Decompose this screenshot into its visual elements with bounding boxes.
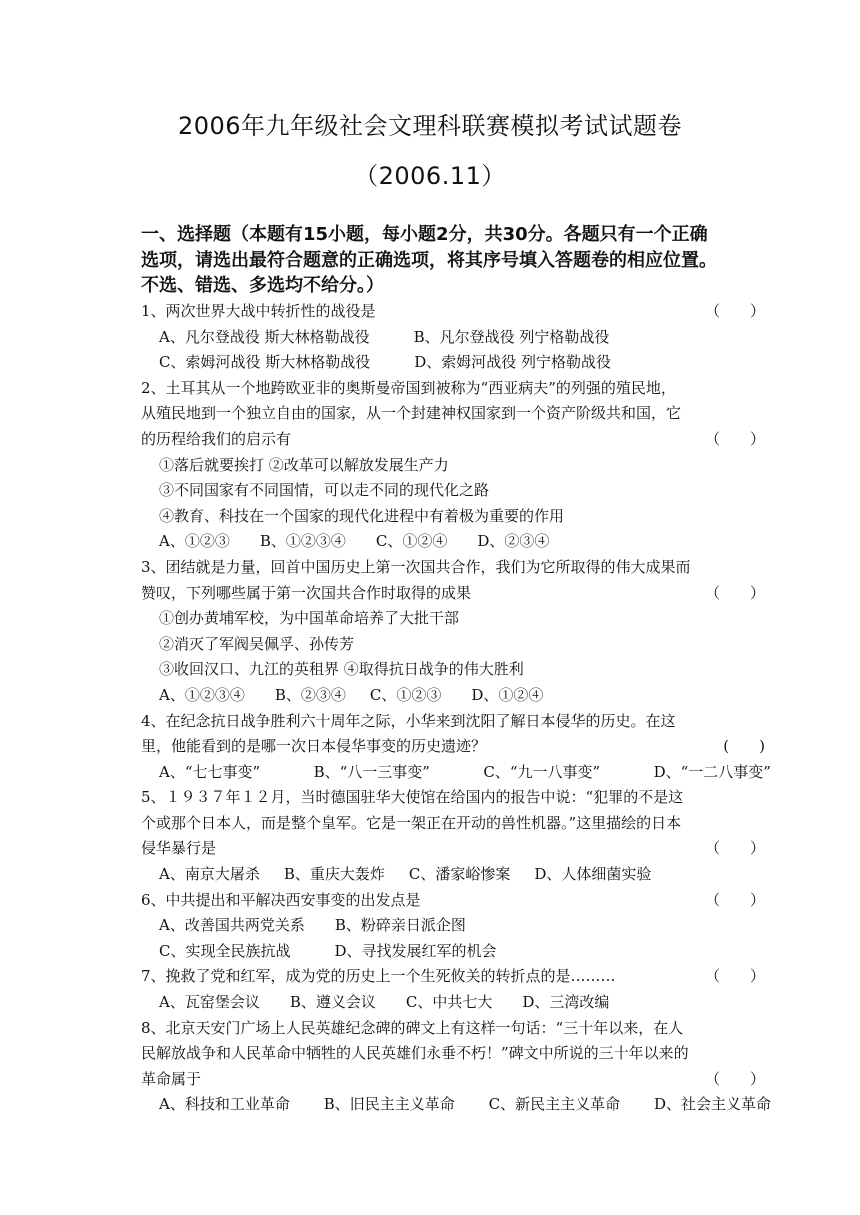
- option-a: A、科技和工业革命: [159, 1095, 290, 1114]
- option-c: C、中共七大: [405, 993, 493, 1012]
- answer-bracket: ( ): [723, 737, 765, 756]
- answer-bracket: （ ）: [704, 839, 765, 858]
- option-a: A、“七七事变”: [159, 762, 261, 781]
- option-d: D、寻找发展红军的机会: [334, 941, 497, 960]
- option-d: D、人体细菌实验: [534, 865, 652, 884]
- question-1-stem: [141, 299, 771, 325]
- exam-date: （2006.11）: [354, 162, 506, 190]
- option-a: A、凡尔登战役 斯大林格勒战役: [159, 327, 370, 346]
- questions-list: [141, 299, 771, 1118]
- question-1-options-row-2: [141, 350, 771, 376]
- question-3-item: ③收回汉口、九江的英租界 ④取得抗日战争的伟大胜利: [159, 660, 524, 679]
- question-2-item: ③不同国家有不同国情，可以走不同的现代化之路: [159, 481, 490, 500]
- option-b: B、①②③④: [259, 532, 346, 551]
- option-d: D、三湾改编: [522, 993, 610, 1012]
- option-b: B、遵义会议: [289, 993, 376, 1012]
- option-d: D、②③④: [477, 532, 550, 551]
- option-b: B、②③④: [274, 685, 346, 704]
- question-8-options: [141, 1092, 771, 1118]
- section-heading-line: 选项，请选出最符合题意的正确选项，将其序号填入答题卷的相应位置。: [141, 249, 717, 271]
- option-c: C、实现全民族抗战: [159, 941, 291, 960]
- question-4-stem-end: [141, 734, 771, 760]
- option-d: D、索姆河战役 列宁格勒战役: [414, 353, 612, 372]
- question-8-stem-line: 民解放战争和人民革命中牺牲的人民英雄们永垂不朽！”碑文中所说的三十年以来的: [141, 1044, 689, 1063]
- option-b: B、粉碎亲日派企图: [334, 916, 466, 935]
- answer-bracket: （ ）: [704, 967, 765, 986]
- exam-title: 2006年九年级社会文理科联赛模拟考试试题卷: [177, 112, 683, 140]
- question-2-options: [141, 529, 771, 555]
- section-heading-line: 一、选择题（本题有15小题，每小题2分，共30分。各题只有一个正确: [141, 224, 708, 245]
- answer-bracket: （ ）: [704, 890, 765, 909]
- option-a: A、①②③: [159, 532, 230, 551]
- question-2-item: ①落后就要挨打 ②改革可以解放发展生产力: [159, 455, 449, 474]
- question-3-stem-line: 3、团结就是力量，回首中国历史上第一次国共合作，我们为它所取得的伟大成果而: [141, 557, 691, 576]
- question-stem-text: 7、挽救了党和红军，成为党的历史上一个生死攸关的转折点的是………: [141, 967, 616, 986]
- question-stem-text: 的历程给我们的启示有: [141, 429, 292, 448]
- option-b: B、“八一三事变”: [313, 762, 430, 781]
- option-b: B、凡尔登战役 列宁格勒战役: [413, 327, 610, 346]
- option-c: C、索姆河战役 斯大林格勒战役: [159, 353, 371, 372]
- question-4-stem-line: 4、在纪念抗日战争胜利六十周年之际，小华来到沈阳了解日本侵华的历史。在这: [141, 711, 676, 730]
- option-c: C、①②④: [375, 532, 448, 551]
- question-3-item: ②消灭了军阀吴佩孚、孙传芳: [159, 634, 355, 653]
- question-8-stem-line: 8、北京天安门广场上人民英雄纪念碑的碑文上有这样一句话：“三十年以来，在人: [141, 1018, 684, 1037]
- option-c: C、“九一八事变”: [483, 762, 601, 781]
- question-4-options: [141, 760, 771, 786]
- answer-bracket: （ ）: [704, 1069, 765, 1088]
- question-5-stem-line: 5、１９３７年１２月，当时德国驻华大使馆在给国内的报告中说：“犯罪的不是这: [141, 788, 684, 807]
- question-5-options: [141, 862, 771, 888]
- question-7-options: [141, 990, 771, 1016]
- question-stem-text: 6、中共提出和平解决西安事变的出发点是: [141, 890, 421, 909]
- answer-bracket: （ ）: [704, 583, 765, 602]
- question-2-stem-line: 从殖民地到一个独立自由的国家，从一个封建神权国家到一个资产阶级共和国，它: [141, 404, 682, 423]
- question-6-stem: [141, 888, 771, 914]
- question-5-stem-end: [141, 836, 771, 862]
- option-d: D、①②④: [471, 685, 544, 704]
- option-c: C、①②③: [369, 685, 442, 704]
- question-8-stem-end: [141, 1067, 771, 1093]
- option-a: A、瓦窑堡会议: [159, 993, 260, 1012]
- question-stem-text: 革命属于: [141, 1069, 202, 1088]
- question-stem-text: 里，他能看到的是哪一次日本侵华事变的历史遗迹？: [141, 737, 487, 756]
- question-stem-text: 1、两次世界大战中转折性的战役是: [141, 302, 376, 320]
- option-b: B、重庆大轰炸: [283, 865, 385, 884]
- option-a: A、①②③④: [159, 685, 245, 704]
- question-2-stem-end: [141, 427, 771, 453]
- option-d: D、“一二八事变”: [653, 762, 771, 781]
- option-a: A、改善国共两党关系: [159, 916, 305, 935]
- question-1-options-row-1: [141, 325, 771, 351]
- option-c: C、新民主主义革命: [488, 1095, 621, 1114]
- section-heading: [141, 222, 781, 299]
- question-2-stem-line: 2、土耳其从一个地跨欧亚非的奥斯曼帝国到被称为“西亚病夫”的列强的殖民地，: [141, 378, 676, 397]
- question-3-item: ①创办黄埔军校，为中国革命培养了大批干部: [159, 609, 460, 628]
- answer-bracket: （ ）: [704, 429, 765, 448]
- option-c: C、潘家峪惨案: [408, 865, 511, 884]
- question-stem-text: 赞叹，下列哪些属于第一次国共合作时取得的成果: [141, 583, 472, 602]
- answer-bracket: （ ）: [704, 302, 765, 320]
- option-b: B、旧民主主义革命: [323, 1095, 455, 1114]
- question-3-options: [141, 683, 771, 709]
- question-7-stem: [141, 964, 771, 990]
- question-6-options-row-1: [141, 913, 771, 939]
- question-5-stem-line: 个或那个日本人，而是整个皇军。它是一架正在开动的兽性机器。”这里描绘的日本: [141, 813, 682, 832]
- question-3-stem-end: [141, 581, 771, 607]
- option-d: D、社会主义革命: [653, 1095, 771, 1114]
- question-2-item: ④教育、科技在一个国家的现代化进程中有着极为重要的作用: [159, 506, 565, 525]
- question-6-options-row-2: [141, 939, 771, 965]
- option-a: A、南京大屠杀: [159, 865, 260, 884]
- section-heading-line: 不选、错选、多选均不给分。）: [141, 275, 384, 296]
- question-stem-text: 侵华暴行是: [141, 839, 217, 858]
